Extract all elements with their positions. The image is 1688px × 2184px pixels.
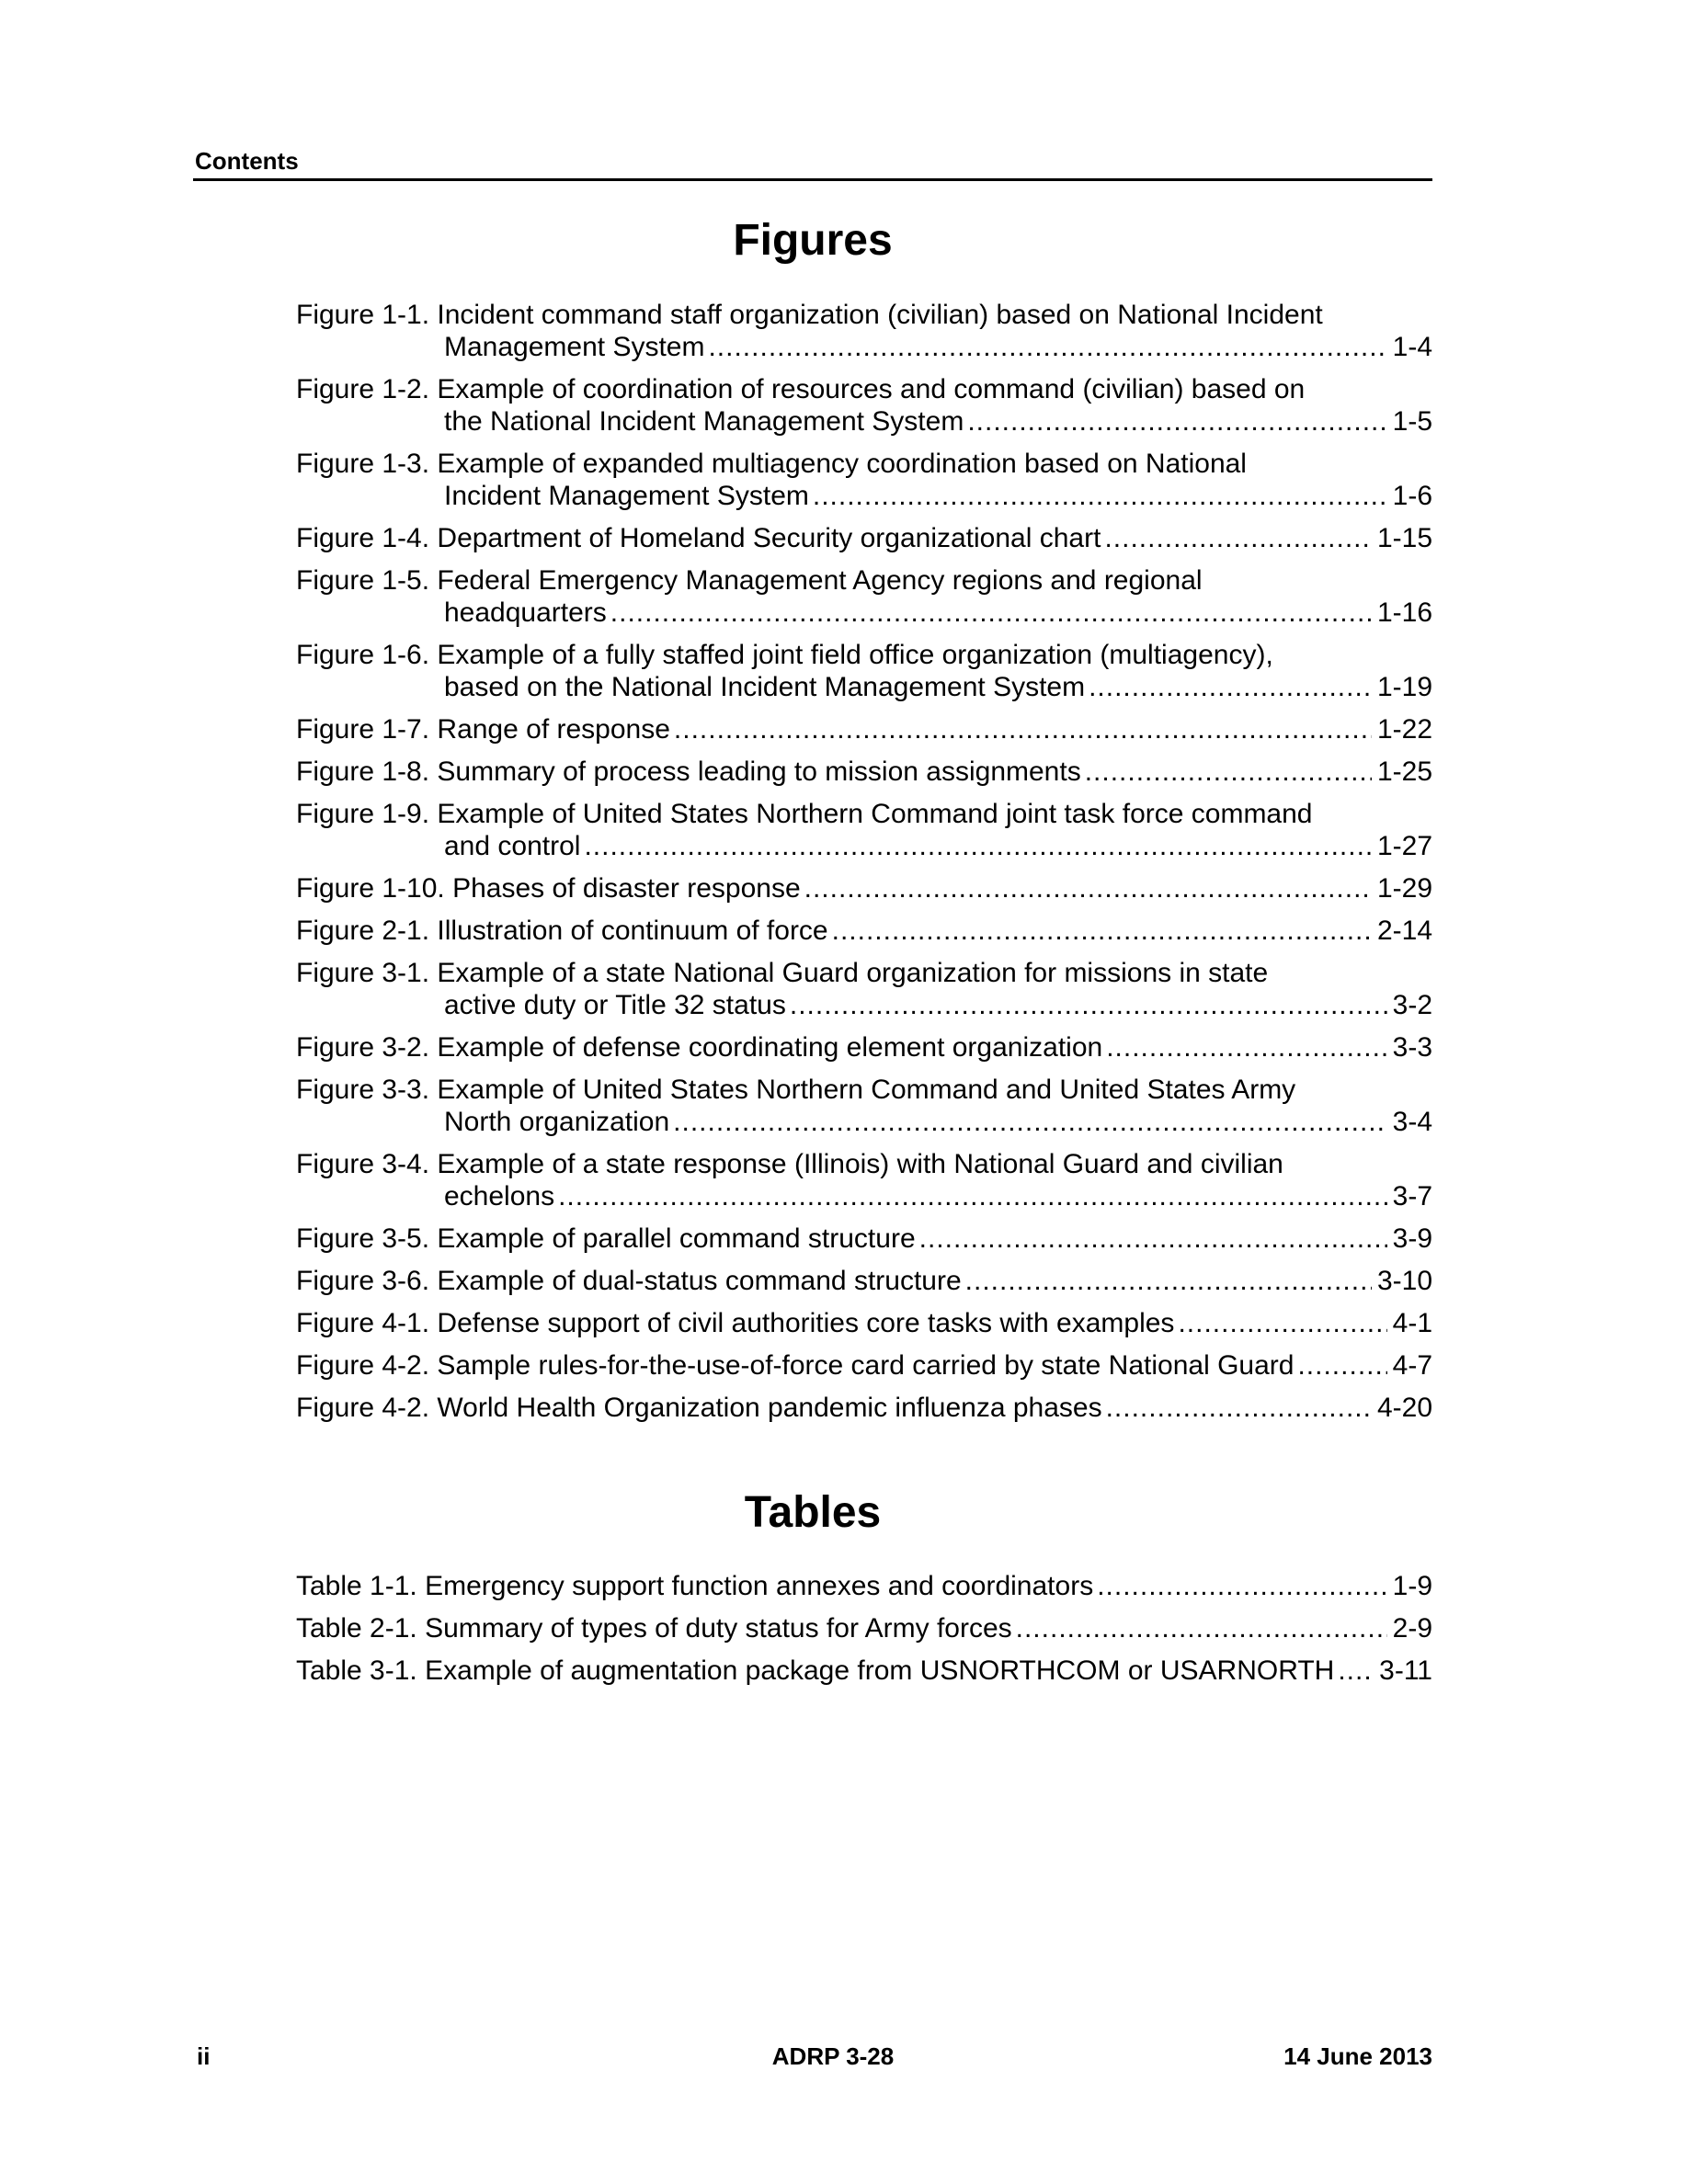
figure-entry[interactable]	[296, 1031, 1432, 1064]
entry-page-number: 3-10	[1376, 1266, 1432, 1296]
entry-title: Figure 1-2. Example of coordination of resources and command (civilian) based on	[296, 374, 1306, 404]
entry-title: Table 2-1. Summary of types of duty status for Army forces	[296, 1613, 1012, 1644]
dot-leader	[919, 1223, 1387, 1255]
footer-publication: ADRP 3-28	[771, 2042, 895, 2070]
entry-leader-row	[296, 830, 1432, 862]
figure-entry[interactable]	[296, 915, 1432, 947]
dot-leader	[1104, 522, 1372, 554]
entry-leader-row	[296, 671, 1432, 703]
figure-entry[interactable]	[296, 299, 1432, 363]
entry-title-continuation: Management System	[444, 332, 705, 362]
entry-title: Figure 1-9. Example of United States Northern Command joint task force command	[296, 799, 1313, 829]
entry-title-continuation: based on the National Incident Management System	[444, 672, 1086, 702]
figure-entry[interactable]	[296, 1392, 1432, 1424]
entry-page-number: 3-3	[1392, 1032, 1432, 1063]
figure-entry[interactable]	[296, 1148, 1432, 1212]
entry-title: Figure 1-4. Department of Homeland Security organizational chart	[296, 523, 1101, 553]
dot-leader	[674, 713, 1372, 745]
entry-title: Figure 4-2. Sample rules-for-the-use-of-force card carried by state National Guard	[296, 1350, 1295, 1381]
footer-date: 14 June 2013	[1283, 2042, 1432, 2070]
entry-title: Figure 1-5. Federal Emergency Management Agency regions and regional	[296, 565, 1203, 596]
entry-leader-row	[296, 1265, 1432, 1297]
dot-leader	[804, 872, 1372, 904]
entry-title: Figure 2-1. Illustration of continuum of force	[296, 916, 828, 946]
entry-page-number: 1-6	[1392, 481, 1432, 511]
figure-entry[interactable]	[296, 564, 1432, 629]
dot-leader	[1178, 1307, 1386, 1339]
figure-entry[interactable]	[296, 1265, 1432, 1297]
figure-entry[interactable]	[296, 448, 1432, 512]
figure-entry[interactable]	[296, 1307, 1432, 1339]
entry-title: Figure 3-5. Example of parallel command structure	[296, 1223, 916, 1254]
entry-leader-row	[296, 1655, 1432, 1687]
entry-title-continuation: headquarters	[444, 597, 607, 628]
entry-title: Table 3-1. Example of augmentation package from USNORTHCOM or USARNORTH	[296, 1655, 1335, 1686]
entry-title: Figure 1-8. Summary of process leading to mission assignments	[296, 756, 1081, 787]
figure-entry[interactable]	[296, 522, 1432, 554]
entry-page-number: 4-7	[1392, 1350, 1432, 1381]
entry-title: Figure 3-4. Example of a state response (Illinois) with National Guard and civilian	[296, 1149, 1283, 1179]
table-entry[interactable]	[296, 1612, 1432, 1644]
dot-leader	[1085, 756, 1372, 788]
entry-title: Figure 1-3. Example of expanded multiagency coordination based on National	[296, 449, 1247, 479]
entry-page-number: 1-25	[1376, 756, 1432, 787]
entry-title-continuation: the National Incident Management System	[444, 406, 964, 437]
figure-entry[interactable]	[296, 872, 1432, 904]
dot-leader	[967, 405, 1386, 438]
figure-entry[interactable]	[296, 1074, 1432, 1138]
entry-page-number: 1-4	[1392, 332, 1432, 362]
dot-leader	[1297, 1349, 1386, 1382]
dot-leader	[1089, 671, 1372, 703]
entry-leader-row	[296, 989, 1432, 1021]
dot-leader	[1106, 1392, 1372, 1424]
entry-page-number: 1-22	[1376, 714, 1432, 745]
entry-title: Figure 1-6. Example of a fully staffed joint field office organization (multiagency),	[296, 640, 1273, 670]
entry-page-number: 1-16	[1376, 597, 1432, 628]
dot-leader	[558, 1180, 1387, 1212]
entry-page-number: 1-9	[1392, 1571, 1432, 1601]
entry-page-number: 3-4	[1392, 1107, 1432, 1137]
dot-leader	[1097, 1570, 1386, 1602]
entry-title: Figure 1-1. Incident command staff organization (civilian) based on National Incident	[296, 300, 1323, 330]
entry-leader-row	[296, 1180, 1432, 1212]
dot-leader	[1016, 1612, 1387, 1644]
dot-leader	[584, 830, 1372, 862]
entry-page-number: 3-9	[1392, 1223, 1432, 1254]
tables-list	[296, 1570, 1432, 1697]
entry-page-number: 2-9	[1392, 1613, 1432, 1644]
entry-page-number: 4-20	[1376, 1393, 1432, 1423]
entry-page-number: 2-14	[1376, 916, 1432, 946]
entry-leader-row	[296, 915, 1432, 947]
entry-leader-row	[296, 1612, 1432, 1644]
dot-leader	[1338, 1655, 1374, 1687]
entry-page-number: 1-27	[1376, 831, 1432, 861]
figure-entry[interactable]	[296, 713, 1432, 745]
entry-leader-row	[296, 713, 1432, 745]
running-head: Contents	[195, 147, 299, 175]
dot-leader	[790, 989, 1387, 1021]
header-rule	[193, 178, 1432, 181]
entry-page-number: 1-5	[1392, 406, 1432, 437]
entry-page-number: 1-19	[1376, 672, 1432, 702]
dot-leader	[708, 331, 1386, 363]
entry-title: Figure 3-6. Example of dual-status command structure	[296, 1266, 962, 1296]
entry-title-continuation: and control	[444, 831, 581, 861]
entry-leader-row	[296, 480, 1432, 512]
figure-entry[interactable]	[296, 373, 1432, 438]
entry-title: Figure 4-1. Defense support of civil authorities core tasks with examples	[296, 1308, 1175, 1338]
entry-leader-row	[296, 1349, 1432, 1382]
entry-title: Figure 1-7. Range of response	[296, 714, 670, 745]
entry-leader-row	[296, 1392, 1432, 1424]
table-entry[interactable]	[296, 1655, 1432, 1687]
entry-title-continuation: North organization	[444, 1107, 670, 1137]
tables-heading: Tables	[744, 1488, 882, 1537]
entry-leader-row	[296, 872, 1432, 904]
dot-leader	[1106, 1031, 1386, 1064]
entry-title: Figure 3-2. Example of defense coordinating element organization	[296, 1032, 1103, 1063]
entry-title-continuation: echelons	[444, 1181, 555, 1211]
entry-leader-row	[296, 1223, 1432, 1255]
figure-entry[interactable]	[296, 1349, 1432, 1382]
entry-title: Table 1-1. Emergency support function annexes and coordinators	[296, 1571, 1094, 1601]
dot-leader	[832, 915, 1372, 947]
entry-leader-row	[296, 1570, 1432, 1602]
entry-title-continuation: active duty or Title 32 status	[444, 990, 786, 1020]
entry-leader-row	[296, 597, 1432, 629]
table-entry[interactable]	[296, 1570, 1432, 1602]
entry-title-continuation: Incident Management System	[444, 481, 809, 511]
entry-title: Figure 3-3. Example of United States Northern Command and United States Army	[296, 1075, 1296, 1105]
entry-page-number: 3-11	[1379, 1655, 1432, 1686]
entry-page-number: 3-7	[1392, 1181, 1432, 1211]
footer-page-number: ii	[197, 2042, 211, 2070]
entry-page-number: 3-2	[1392, 990, 1432, 1020]
entry-leader-row	[296, 756, 1432, 788]
figure-entry[interactable]	[296, 639, 1432, 703]
figures-list	[296, 299, 1432, 1434]
dot-leader	[610, 597, 1372, 629]
entry-leader-row	[296, 331, 1432, 363]
entry-leader-row	[296, 522, 1432, 554]
entry-leader-row	[296, 405, 1432, 438]
entry-title: Figure 3-1. Example of a state National Guard organization for missions in state	[296, 958, 1269, 988]
dot-leader	[965, 1265, 1372, 1297]
figure-entry[interactable]	[296, 1223, 1432, 1255]
figure-entry[interactable]	[296, 957, 1432, 1021]
figure-entry[interactable]	[296, 756, 1432, 788]
figure-entry[interactable]	[296, 798, 1432, 862]
dot-leader	[813, 480, 1387, 512]
entry-leader-row	[296, 1031, 1432, 1064]
figures-heading: Figures	[733, 216, 893, 265]
entry-title: Figure 1-10. Phases of disaster response	[296, 873, 801, 904]
entry-page-number: 4-1	[1392, 1308, 1432, 1338]
entry-title: Figure 4-2. World Health Organization pandemic influenza phases	[296, 1393, 1102, 1423]
entry-page-number: 1-29	[1376, 873, 1432, 904]
entry-page-number: 1-15	[1376, 523, 1432, 553]
dot-leader	[673, 1106, 1386, 1138]
entry-leader-row	[296, 1307, 1432, 1339]
entry-leader-row	[296, 1106, 1432, 1138]
